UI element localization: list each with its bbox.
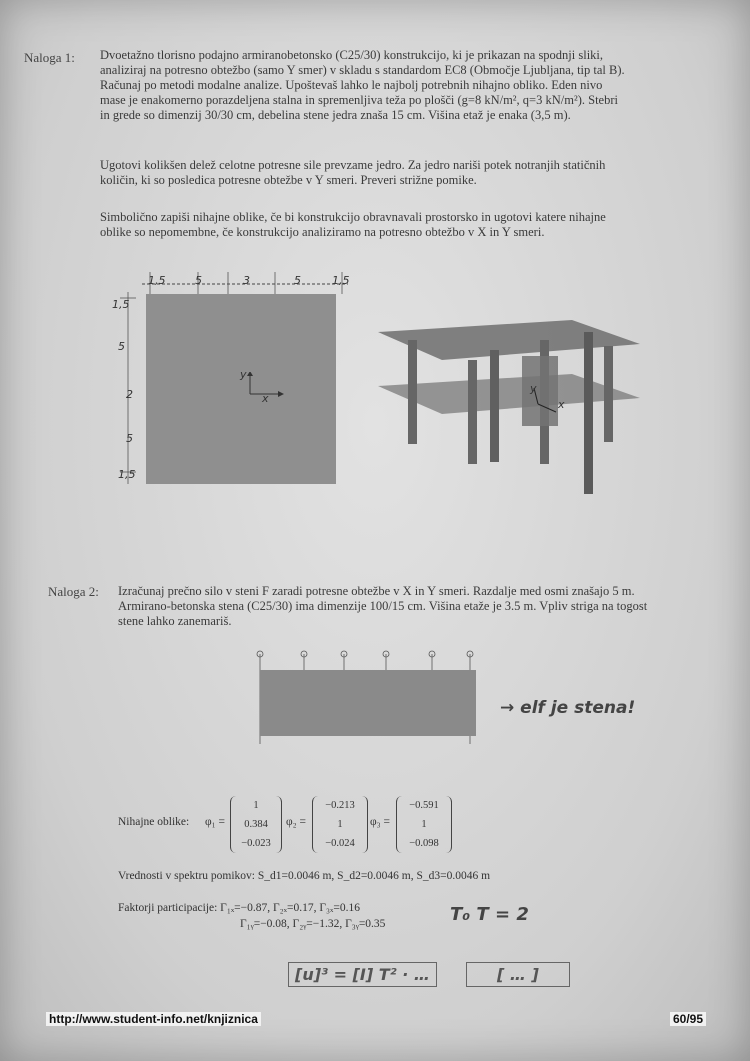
plan-dim-left-4: 5 (126, 432, 133, 445)
footer-url-link[interactable]: http://www.student-info.net/knjiznica (46, 1012, 261, 1026)
task2-line3: stene lahko zanemariš. (118, 614, 232, 628)
phi2-symbol: φ₂ = (286, 816, 307, 828)
task2-line2: Armirano-betonska stena (C25/30) ima dimenzije 100/15 cm. Višina etaže je 3.5 m. Vpliv striga na togost (118, 599, 648, 613)
plan-dim-top-1: 1,5 (148, 274, 166, 287)
handwritten-note: → elf je stena! (500, 698, 636, 718)
page-number: 60/95 (670, 1012, 706, 1026)
frame-axis-y-label: y (530, 382, 537, 395)
task1-p1-line2: analiziraj na potresno obtežbo (samo Y smer) v skladu s standardom EC8 (Območje Ljubljana, tip tal B). (100, 63, 625, 77)
task1-p3-line1: Simbolično zapiši nihajne oblike, če bi konstrukcijo obravnavali prostorsko in ugotovi katere nihajne (100, 210, 606, 224)
phi1-vector (230, 796, 282, 853)
plan-dim-left-2: 5 (118, 340, 125, 353)
plan-dim-top-2: 5 (195, 274, 202, 287)
phi1-value-3: −0.023 (241, 838, 271, 849)
task1-p1-line5: in grede so dimenzij 30/30 cm, debelina stene jedra znaša 15 cm. Višina etaž je enaka (3,5 m). (100, 108, 571, 122)
phi2-value-1: −0.213 (325, 800, 355, 811)
phi3-vector (396, 796, 452, 853)
plan-dim-left-3: 2 (126, 388, 133, 401)
handwritten-formula-1: [u]³ = [I] T² · … (288, 962, 437, 987)
task1-p3-line2: oblike so nepomembne, če konstrukcijo analiziramo na potresno obtežbo v X in Y smeri. (100, 225, 545, 239)
task1-p1-line1: Dvoetažno tlorisno podajno armiranobetonsko (C25/30) konstrukcijo, ki je prikazan na spodnji sliki, (100, 48, 604, 62)
frame-axis-x-label: x (558, 398, 565, 411)
phi2-value-3: −0.024 (325, 838, 355, 849)
phi2-value-2: 1 (337, 819, 343, 830)
plan-axis-x-label: x (262, 392, 269, 405)
phi3-value-2: 1 (421, 819, 427, 830)
phi1-value-2: 0.384 (244, 819, 268, 830)
phi3-value-1: −0.591 (409, 800, 439, 811)
plan-axis-y-label: y (240, 368, 247, 381)
phi3-value-3: −0.098 (409, 838, 439, 849)
floor-plan-slab (146, 294, 336, 484)
phi2-vector (312, 796, 368, 853)
task1-paragraph-2 (100, 158, 698, 188)
frame-3d-drawing (372, 316, 652, 494)
task1-p2-line1: Ugotovi kolikšen delež celotne potresne sile prevzame jedro. Za jedro nariši potek notranjih statičnih (100, 158, 606, 172)
task1-p1-line4: mase je enakomerno porazdeljena stalna in spremenljiva teža po plošči (g=8 kN/m², q=3 kN/m²). Stebri (100, 93, 618, 107)
task1-p2-line2: količin, ki so posledica potresne obtežbe v Y smeri. Preveri strižne pomike. (100, 173, 477, 187)
task1-paragraph-1 (100, 48, 698, 123)
task2-line1: Izračunaj prečno silo v steni F zaradi potresne obtežbe v X in Y smeri. Razdalje med osmi znašajo 5 m. (118, 584, 635, 598)
plan-dim-left-1: 1,5 (112, 298, 130, 311)
handwritten-period: T₀ T = 2 (450, 904, 529, 925)
task2-paragraph (118, 584, 698, 629)
phi1-value-1: 1 (253, 800, 259, 811)
phi3-symbol: φ₃ = (370, 816, 391, 828)
task1-label: Naloga 1: (24, 50, 75, 65)
plan-dim-top-4: 5 (294, 274, 301, 287)
handwritten-formula-2: [ … ] (466, 962, 570, 987)
wall-elevation-block (260, 670, 476, 736)
task1-paragraph-3 (100, 210, 698, 240)
phi1-symbol: φ₁ = (205, 816, 226, 828)
participation-factors-line2: Γ₁ᵧ=−0.08, Γ₂ᵧ=−1.32, Γ₃ᵧ=0.35 (240, 918, 386, 930)
plan-dim-top-3: 3 (243, 274, 250, 287)
task2-label: Naloga 2: (48, 584, 99, 599)
participation-factors-line1: Faktorji participacije: Γ₁ₓ=−0.87, Γ₂ₓ=0.17, Γ₃ₓ=0.16 (118, 902, 360, 914)
spectrum-values: Vrednosti v spektru pomikov: S_d1=0.0046 m, S_d2=0.0046 m, S_d3=0.0046 m (118, 870, 491, 882)
plan-dim-left-5: 1,5 (118, 468, 136, 481)
mode-shapes-label: Nihajne oblike: (118, 816, 190, 828)
task1-p1-line3: Računaj po metodi modalne analize. Upoštevaš lahko le najbolj potrebnih nihajno obliko. Eden nivo (100, 78, 603, 92)
plan-dim-top-5: 1,5 (332, 274, 350, 287)
